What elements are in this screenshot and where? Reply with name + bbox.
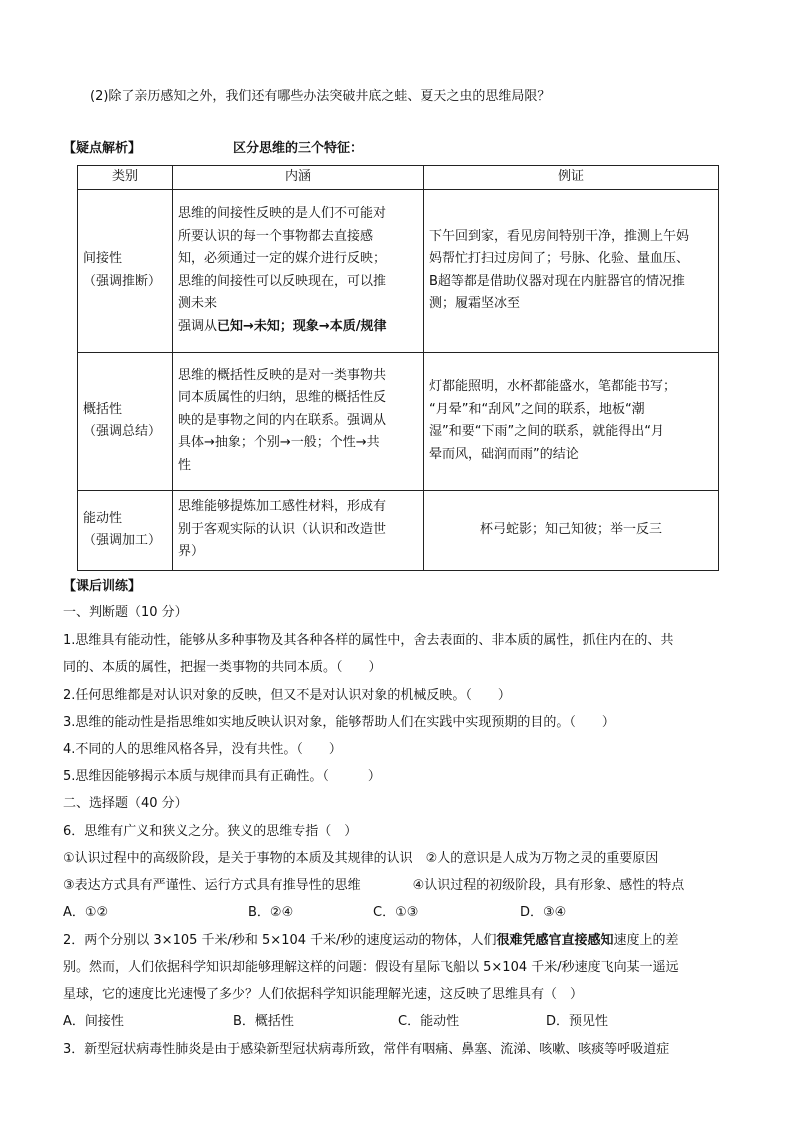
header-example: 例证 — [424, 166, 719, 190]
row-type-cell — [78, 352, 173, 490]
q6-option-d[interactable]: D．③④ — [520, 905, 567, 920]
question-2-text: (2)除了亲历感知之外，我们还有哪些办法突破井底之蛙、夏天之虫的思维局限？ — [90, 89, 551, 104]
example-line: 测；履霜坚冰至 — [429, 296, 521, 311]
q6-option-a[interactable]: A．①② — [63, 905, 109, 920]
thinking-features-table — [77, 165, 719, 571]
content-line: 别于客观实际的认识（认识和改造世 — [178, 521, 387, 537]
content-line: 思维能够提炼加工感性材料，形成有 — [178, 499, 387, 515]
doubt-analysis-subtitle: 区分思维的三个特征： — [233, 141, 364, 156]
q2-line-3: 星球，它的速度比光速慢了多少？人们依据科学知识能理解光速，这反映了思维具有（ ） — [63, 987, 584, 1002]
content-line: 界） — [178, 544, 205, 560]
judge-item-3: 3.思维的能动性是指思维如实地反映认识对象，能够帮助人们在实践中实现预期的目的。（ ） — [63, 715, 615, 730]
judge-item-5: 5.思维因能够揭示本质与规律而具有正确性。（ ） — [63, 769, 381, 784]
row-type-note: （强调加工） — [83, 533, 162, 548]
example-line: 晕而风，础润而雨”的结论 — [429, 446, 579, 462]
example-line: 灯都能照明，水杯都能盛水，笔都能书写； — [429, 379, 677, 394]
q2-line-1-emph: 很难凭感官直接感知 — [496, 933, 614, 948]
content-line: 测未来 — [178, 296, 218, 311]
doubt-analysis-title: 【疑点解析】 — [63, 141, 142, 156]
content-emph-line — [178, 316, 418, 339]
content-line: 知，必须通过一定的媒介进行反映； — [178, 251, 387, 266]
row-type: 间接性 — [83, 251, 123, 266]
content-emph-prefix: 强调从 — [178, 318, 218, 334]
content-line: 思维的间接性可以反映现在，可以推 — [178, 273, 387, 289]
row-content-cell — [173, 490, 424, 570]
row-type-note: （强调推断） — [83, 273, 162, 289]
row-type-note: （强调总结） — [83, 424, 162, 439]
row-example-cell — [424, 352, 719, 490]
example-line: 妈帮忙打扫过房间了；号脉、化验、量血压、 — [429, 251, 690, 266]
practice-section-title: 【课后训练】 — [63, 579, 142, 594]
row-content-cell — [173, 189, 424, 352]
row-type: 概括性 — [83, 401, 123, 417]
row-example-cell — [424, 490, 719, 570]
q2-line-2: 别。然而，人们依据科学知识却能够理解这样的问题：假设有星际飞船以 5×104 千米/秒速度飞向某一遥远 — [63, 960, 679, 975]
q6-stem: 6．思维有广义和狭义之分。狭义的思维专指（ ） — [63, 824, 358, 839]
content-line: 映的是事物之间的内在联系。强调从 — [178, 412, 387, 428]
table-row — [78, 352, 719, 490]
judge-item-2: 2.任何思维都是对认识对象的反映，但又不是对认识对象的机械反映。（ ） — [63, 688, 511, 703]
q6-option-line-2: ③表达方式具有严谨性、运行方式具有推导性的思维 ④认识过程的初级阶段，具有形象、感性的特点 — [63, 878, 685, 893]
example-line: B超等都是借助仪器对现在内脏器官的情况推 — [429, 273, 685, 289]
row-type: 能动性 — [83, 510, 123, 526]
content-line: 所要认识的每一个事物都去直接感 — [178, 228, 374, 244]
q2-option-d[interactable]: D．预见性 — [546, 1014, 609, 1029]
q6-option-c[interactable]: C．①③ — [373, 905, 419, 920]
row-type-cell — [78, 490, 173, 570]
judge-item-1-cont: 同的、本质的属性，把握一类事物的共同本质。（ ） — [63, 660, 382, 675]
row-example-cell — [424, 189, 719, 352]
content-line: 思维的间接性反映的是人们不可能对 — [178, 206, 387, 221]
table-header-row — [78, 166, 719, 190]
table-row — [78, 189, 719, 352]
content-line: 性 — [178, 457, 192, 473]
judge-item-1: 1.思维具有能动性，能够从多种事物及其各种各样的属性中，舍去表面的、非本质的属性，抓住内在的、共 — [63, 633, 674, 648]
doubt-analysis-header — [63, 139, 743, 159]
q2-line-1 — [63, 931, 743, 951]
q2-answer-options — [63, 1012, 743, 1032]
q2-line-1-c: 速度上的差 — [613, 933, 679, 948]
q2-line-1-a: 2．两个分别以 3×105 千米/秒和 5×104 千米/秒的速度运动的物体，人们 — [63, 933, 497, 948]
q3-line-1: 3．新型冠状病毒性肺炎是由于感染新型冠状病毒所致，常伴有咽痛、鼻塞、流涕、咳嗽、咳痰等呼吸道症 — [63, 1042, 670, 1057]
row-type-cell — [78, 189, 173, 352]
q2-option-b[interactable]: B．概括性 — [233, 1014, 294, 1029]
example-line: 杯弓蛇影；知己知彼；举一反三 — [479, 521, 662, 537]
judge-section-title: 一、判断题（10 分） — [63, 605, 188, 620]
row-content-cell — [173, 352, 424, 490]
content-line: 思维的概括性反映的是对一类事物共 — [178, 367, 387, 383]
example-line: 下午回到家，看见房间特别干净，推测上午妈 — [429, 228, 690, 244]
example-line: “月晕”和“刮风”之间的联系，地板“潮 — [429, 401, 645, 417]
header-type: 类别 — [78, 166, 173, 190]
q6-option-b[interactable]: B．②④ — [248, 905, 294, 920]
table-row — [78, 490, 719, 570]
content-emph: 已知→未知；现象→本质/规律 — [217, 318, 387, 334]
judge-item-4: 4.不同的人的思维风格各异，没有共性。（ ） — [63, 742, 342, 757]
q6-option-line-1: ①认识过程中的高级阶段，是关于事物的本质及其规律的认识 ②人的意识是人成为万物之灵的重要原因 — [63, 851, 659, 866]
content-line: 具体→抽象；个别→一般；个性→共 — [178, 435, 380, 451]
q2-option-a[interactable]: A．间接性 — [63, 1014, 124, 1029]
example-line: 湿”和要“下雨”之间的联系，就能得出“月 — [429, 424, 664, 439]
content-line: 同本质属性的归纳，思维的概括性反 — [178, 390, 387, 406]
header-content: 内涵 — [173, 166, 424, 190]
q6-answer-options — [63, 903, 743, 923]
q2-option-c[interactable]: C．能动性 — [398, 1014, 460, 1029]
choice-section-title: 二、选择题（40 分） — [63, 796, 188, 811]
